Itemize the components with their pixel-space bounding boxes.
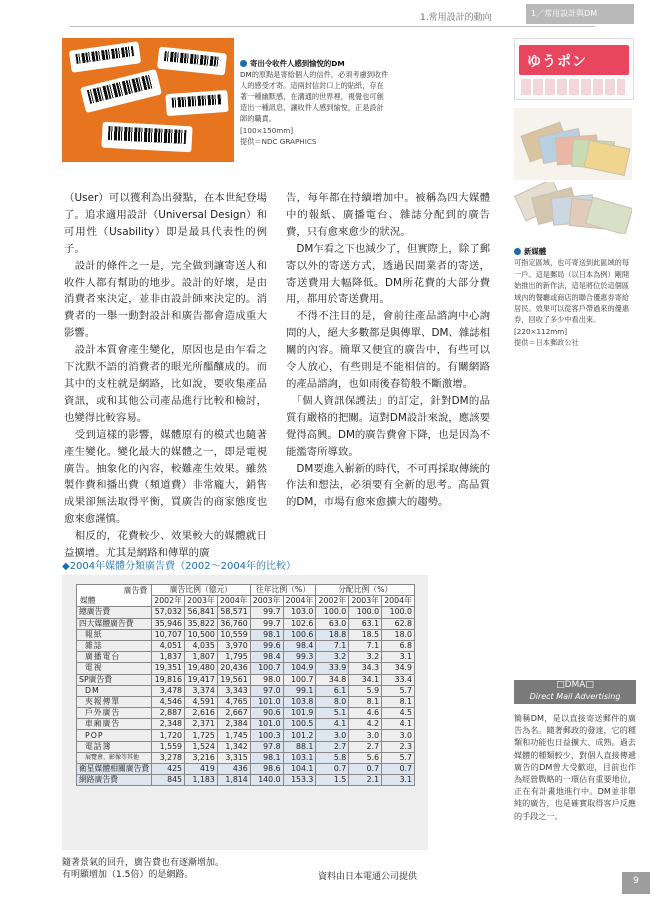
table-cell: 104.9: [283, 663, 316, 674]
row-label: 總廣告費: [77, 607, 152, 618]
table-cell: 4.6: [349, 708, 382, 719]
table-cell: 56,841: [185, 607, 218, 618]
column-group-header: 分配比例（%）: [316, 585, 415, 596]
table-cell: 425: [152, 764, 185, 775]
table-cell: 88.1: [283, 741, 316, 752]
row-label: 電話簿: [77, 741, 152, 752]
photo-caption-envelope: [240, 58, 390, 147]
envelope-photo: [62, 38, 234, 162]
table-cell: 103.1: [283, 752, 316, 763]
table-cell: 1,837: [152, 652, 185, 663]
table-row: [77, 618, 415, 629]
table-row: [77, 752, 415, 763]
table-cell: 20,436: [217, 663, 250, 674]
table-cell: 18.0: [382, 629, 415, 640]
paragraph: 告，每年都在持續增加中。被稱為四大媒體中的報紙、廣播電台、雜誌分配到的廣告費，只有愈來愈少的狀況。: [286, 192, 490, 238]
footnote-line: 隨著景氣的回升，廣告費也有逐漸增加。: [62, 858, 225, 868]
table-cell: 4,051: [152, 640, 185, 651]
row-label: 廣播電台: [77, 652, 152, 663]
table-cell: 10,707: [152, 629, 185, 640]
table-cell: 100.3: [250, 730, 283, 741]
table-row: [77, 696, 415, 707]
table-cell: 7.1: [349, 640, 382, 651]
paragraph: 相反的，花費較少、效果較大的媒體就日益擴增。尤其是網路和傳單的廣: [64, 530, 267, 560]
table-cell: 97.0: [250, 685, 283, 696]
table-cell: 2.3: [382, 741, 415, 752]
table-cell: 63.1: [349, 618, 382, 629]
table-cell: 101.9: [283, 708, 316, 719]
table-cell: 2,667: [217, 708, 250, 719]
table-cell: 4.1: [316, 719, 349, 730]
table-cell: 845: [152, 775, 185, 786]
dma-definition: 簡稱DM，是以直接寄送郵件的廣告為名。隨著郵政的發達，它的種類和功能也日益擴大、成熟。過去媒體的種類較少，對個人直接傳遞廣告的DM曾大受歡迎，目前也作為經營戰略的一環佔有重要地位，正在有計畫地進行中。DM並非單純的廣告，也是確實取得客戶反應的手段之一。: [514, 713, 636, 821]
ad-spend-table: [76, 584, 415, 786]
table-cell: 3,216: [185, 752, 218, 763]
table-cell: 33.4: [382, 674, 415, 685]
row-label: 車廂廣告: [77, 719, 152, 730]
table-row: [77, 652, 415, 663]
table-cell: 100.6: [283, 629, 316, 640]
table-cell: 3,343: [217, 685, 250, 696]
table-row: [77, 674, 415, 685]
table-cell: 99.7: [250, 607, 283, 618]
caption-size: [220×112mm]: [514, 326, 568, 336]
row-label: 雜誌: [77, 640, 152, 651]
table-cell: 98.0: [250, 674, 283, 685]
table-cell: 1,745: [217, 730, 250, 741]
table-cell: 4,546: [152, 696, 185, 707]
caption-body: 可指定區域，也可寄送到此區域的每一戶。這是郵局（以日本為例）剛開始推出的新作法，這是將位於這個區域內的餐廳或商店的聯合優惠券寄給居民。效果可以從客戶帶過來的優惠券，回收了多少中看出來。: [514, 258, 630, 325]
table-row: [77, 730, 415, 741]
table-cell: 1,814: [217, 775, 250, 786]
table-cell: 6.1: [316, 685, 349, 696]
table-cell: 101.2: [283, 730, 316, 741]
table-cell: 98.1: [250, 752, 283, 763]
table-cell: 34.9: [382, 663, 415, 674]
table-cell: 5.7: [382, 752, 415, 763]
table-cell: 98.6: [250, 764, 283, 775]
corner-top-label: 廣告費: [123, 585, 148, 595]
table-cell: 3,374: [185, 685, 218, 696]
table-cell: 34.8: [316, 674, 349, 685]
table-cell: 5.9: [349, 685, 382, 696]
table-cell: 5.6: [349, 752, 382, 763]
table-cell: 99.3: [283, 652, 316, 663]
paragraph: 設計的條件之一是，完全做到讓寄送人和收件人都有幫助的地步。設計的好壞，是由消費者來決定，並非由設計師來決定的。消費者的一舉一動對設計和廣告都會造成重大影響。: [64, 259, 267, 340]
table-cell: 34.3: [349, 663, 382, 674]
table-cell: 0.7: [382, 764, 415, 775]
table-cell: 101.0: [250, 719, 283, 730]
table-cell: 63.0: [316, 618, 349, 629]
table-cell: 99.1: [283, 685, 316, 696]
row-label: 戶外廣告: [77, 708, 152, 719]
table-cell: 1,559: [152, 741, 185, 752]
coupon-banner-text: ゆうポン: [527, 54, 587, 70]
table-cell: 1,725: [185, 730, 218, 741]
table-row: [77, 764, 415, 775]
paragraph: 設計本質會產生變化，原因也是由乍看之下沈默不語的消費者的眼光所醞釀成的。而其中的支柱就是網路，比如說，要收集產品資訊，或和其他公司產品進行比較和檢討，也變得比較容易。: [64, 344, 267, 424]
table-cell: 1,720: [152, 730, 185, 741]
table-cell: 10,559: [217, 629, 250, 640]
dma-subtitle: Direct Mail Advertising: [529, 692, 621, 701]
coupon-stack-photo: [514, 108, 632, 180]
column-group-header: 往年比例（%）: [250, 585, 316, 596]
table-cell: 101.0: [250, 696, 283, 707]
table-cell: 1,183: [185, 775, 218, 786]
body-column-left: [64, 190, 267, 562]
footnote-line: 有明顯增加（1.5倍）的是網路。: [62, 870, 194, 880]
table-cell: 100.7: [283, 674, 316, 685]
table-cell: 2.7: [316, 741, 349, 752]
table-cell: 90.6: [250, 708, 283, 719]
table-cell: 2,887: [152, 708, 185, 719]
table-cell: 1,807: [185, 652, 218, 663]
coupon-grid: [521, 79, 625, 95]
table-cell: 100.0: [382, 607, 415, 618]
table-cell: 100.7: [250, 663, 283, 674]
year-header: 2003年: [185, 596, 218, 607]
caption-size: [100×150mm]: [240, 125, 294, 135]
table-cell: 102.6: [283, 618, 316, 629]
table-cell: 8.1: [382, 696, 415, 707]
header-rule: [70, 26, 595, 27]
page-number: 9: [633, 876, 639, 886]
coupon-brochure-photo: [514, 38, 634, 100]
paragraph: DM要進入嶄新的時代，不可再採取傳統的作法和想法，必須要有全新的思考。高品質的DM，市場有愈來愈擴大的趨勢。: [286, 462, 490, 509]
row-label: 電視: [77, 663, 152, 674]
coupon-fan-photo: [514, 182, 632, 234]
table-cell: 3.2: [349, 652, 382, 663]
table-cell: 35,946: [152, 618, 185, 629]
table-cell: 98.4: [250, 652, 283, 663]
row-label: SP廣告費: [77, 674, 152, 685]
paragraph: 不得不注目的是，會前往產品諮詢中心詢問的人，絕大多數都是與傳單、DM、雜誌相關的內容。簡單又便宜的廣告中，有些可以令人放心，有些則是不能相信的。有關網路的產品諮詢，也如雨後春筍般不斷激增。: [286, 310, 490, 390]
table-cell: 99.6: [250, 640, 283, 651]
row-label: POP: [77, 730, 152, 741]
table-cell: 2,371: [185, 719, 218, 730]
table-source: 資料由日本電通公司提供: [318, 872, 418, 882]
year-header: 2002年: [152, 596, 185, 607]
table-cell: 419: [185, 764, 218, 775]
table-cell: 2,348: [152, 719, 185, 730]
table-cell: 100.5: [283, 719, 316, 730]
year-header: 2003年: [349, 596, 382, 607]
table-cell: 99.7: [250, 618, 283, 629]
table-cell: 3,278: [152, 752, 185, 763]
table-row: [77, 775, 415, 786]
table-cell: 5.8: [316, 752, 349, 763]
table-row: [77, 708, 415, 719]
dma-title: □DMA□: [556, 680, 594, 690]
table-cell: 100.0: [316, 607, 349, 618]
table-cell: 1,795: [217, 652, 250, 663]
year-header: 2004年: [382, 596, 415, 607]
year-header: 2002年: [316, 596, 349, 607]
paragraph: DM乍看之下也減少了，但實際上，除了郵寄以外的寄送方式，透過民間業者的寄送，寄送費用大幅降低。DM所花費的大部分費用，都用於寄送費用。: [286, 242, 490, 306]
table-cell: 5.1: [316, 708, 349, 719]
paragraph: （User）可以獲利為出發點，在本世紀登場了。追求適用設計（Universal Design）和可用性（Usability）即是最具代表性的例子。: [64, 192, 267, 255]
table-row: [77, 640, 415, 651]
table-cell: 1.5: [316, 775, 349, 786]
corner-bottom-label: 媒體: [80, 595, 96, 605]
table-cell: 5.7: [382, 685, 415, 696]
table-row: [77, 741, 415, 752]
table-title: ◆2004年媒體分類廣告費（2002～2004年的比較）: [62, 561, 297, 572]
table-cell: 0.7: [316, 764, 349, 775]
year-header: 2003年: [250, 596, 283, 607]
table-cell: 19,351: [152, 663, 185, 674]
row-label: 報紙: [77, 629, 152, 640]
table-cell: 4.2: [349, 719, 382, 730]
table-cell: 98.1: [250, 629, 283, 640]
table-cell: 2,616: [185, 708, 218, 719]
caption-body: DM的原點是寄給個人的信件，必須考慮到收件人的感受才寄。這兩封信封口上的貼紙，存在著一種幽默感，在溝通的世界裡，視覺也可創造出一種訊息，讓收件人感到愉悅，正是設計師的職責。: [240, 70, 389, 124]
table-cell: 18.5: [349, 629, 382, 640]
row-label: 衛星媒體相關廣告費: [77, 764, 152, 775]
chapter-title: 1.常用設計的動向: [420, 13, 492, 23]
table-cell: 19,816: [152, 674, 185, 685]
bullet-icon: [514, 248, 521, 255]
caption-title: 寄出令收件人感到愉悅的DM: [250, 59, 345, 68]
table-cell: 3,315: [217, 752, 250, 763]
table-cell: 18.8: [316, 629, 349, 640]
table-row: [77, 719, 415, 730]
row-label: 展覽會、影像等其他: [77, 752, 152, 763]
table-cell: 3.0: [349, 730, 382, 741]
table-cell: 34.1: [349, 674, 382, 685]
table-cell: 436: [217, 764, 250, 775]
section-tab-label: 1／常用設計與DM: [531, 9, 598, 18]
table-cell: 104.1: [283, 764, 316, 775]
table-cell: 140.0: [250, 775, 283, 786]
bullet-icon: [240, 60, 247, 67]
row-label: 四大媒體廣告費: [77, 618, 152, 629]
table-cell: 98.4: [283, 640, 316, 651]
table-cell: 35,822: [185, 618, 218, 629]
table-cell: 3.1: [382, 775, 415, 786]
table-cell: 3.0: [316, 730, 349, 741]
table-cell: 1,524: [185, 741, 218, 752]
table-footnote: [62, 857, 224, 881]
table-cell: 3.0: [382, 730, 415, 741]
paragraph: 受到這樣的影響，媒體原有的模式也隨著產生變化。變化最大的媒體之一，即是電視廣告。抽象化的內容，較難產生效果。雖然製作費和播出費（頻道費）非常龐大，銷售成果卻無法取得平衡，買廣告的商家態度也愈來愈謹慎。: [64, 428, 267, 526]
column-group-header: 廣告比例（億元）: [152, 585, 251, 596]
table-cell: 6.8: [382, 640, 415, 651]
caption-credit: 提供＝日本郵政公社: [514, 338, 579, 348]
table-cell: 4.1: [382, 719, 415, 730]
table-cell: 57,032: [152, 607, 185, 618]
photo-caption-new-media: [514, 246, 636, 349]
table-row: [77, 629, 415, 640]
table-cell: 33.9: [316, 663, 349, 674]
table-cell: 19,417: [185, 674, 218, 685]
table-cell: 3,478: [152, 685, 185, 696]
table-cell: 2.7: [349, 741, 382, 752]
table-row: [77, 685, 415, 696]
table-cell: 153.3: [283, 775, 316, 786]
table-cell: 19,480: [185, 663, 218, 674]
table-cell: 7.1: [316, 640, 349, 651]
caption-credit: 提供＝NDC GRAPHICS: [240, 136, 317, 146]
table-cell: 3.1: [382, 652, 415, 663]
table-cell: 4,035: [185, 640, 218, 651]
table-cell: 97.8: [250, 741, 283, 752]
table-cell: 19,561: [217, 674, 250, 685]
year-header: 2004年: [217, 596, 250, 607]
table-cell: 36,760: [217, 618, 250, 629]
row-label: 夾報傳單: [77, 696, 152, 707]
table-cell: 100.0: [349, 607, 382, 618]
table-cell: 4,765: [217, 696, 250, 707]
body-column-right: [286, 190, 490, 511]
table-cell: 2,384: [217, 719, 250, 730]
table-cell: 103.8: [283, 696, 316, 707]
table-cell: 8.1: [349, 696, 382, 707]
row-label: DM: [77, 685, 152, 696]
table-cell: 2.1: [349, 775, 382, 786]
table-cell: 58,571: [217, 607, 250, 618]
table-cell: 103.0: [283, 607, 316, 618]
table-cell: 62.8: [382, 618, 415, 629]
table-cell: 4.5: [382, 708, 415, 719]
coupon-banner: [519, 45, 629, 75]
row-label: 網路廣告費: [77, 775, 152, 786]
year-header: 2004年: [283, 596, 316, 607]
table-cell: 10,500: [185, 629, 218, 640]
table-cell: 1,342: [217, 741, 250, 752]
table-cell: 0.7: [349, 764, 382, 775]
table-corner: [77, 585, 152, 607]
table-row: [77, 663, 415, 674]
table-row: [77, 607, 415, 618]
table-cell: 3.2: [316, 652, 349, 663]
table-cell: 3,970: [217, 640, 250, 651]
table-cell: 4,591: [185, 696, 218, 707]
caption-title: 新媒體: [524, 247, 547, 256]
paragraph: 「個人資訊保護法」的訂定，針對DM的品質有嚴格的把關。這對DM設計來說，應該要覺得高興。DM的廣告費會下降，也是因為不能濫寄所導致。: [286, 394, 490, 458]
table-cell: 8.0: [316, 696, 349, 707]
